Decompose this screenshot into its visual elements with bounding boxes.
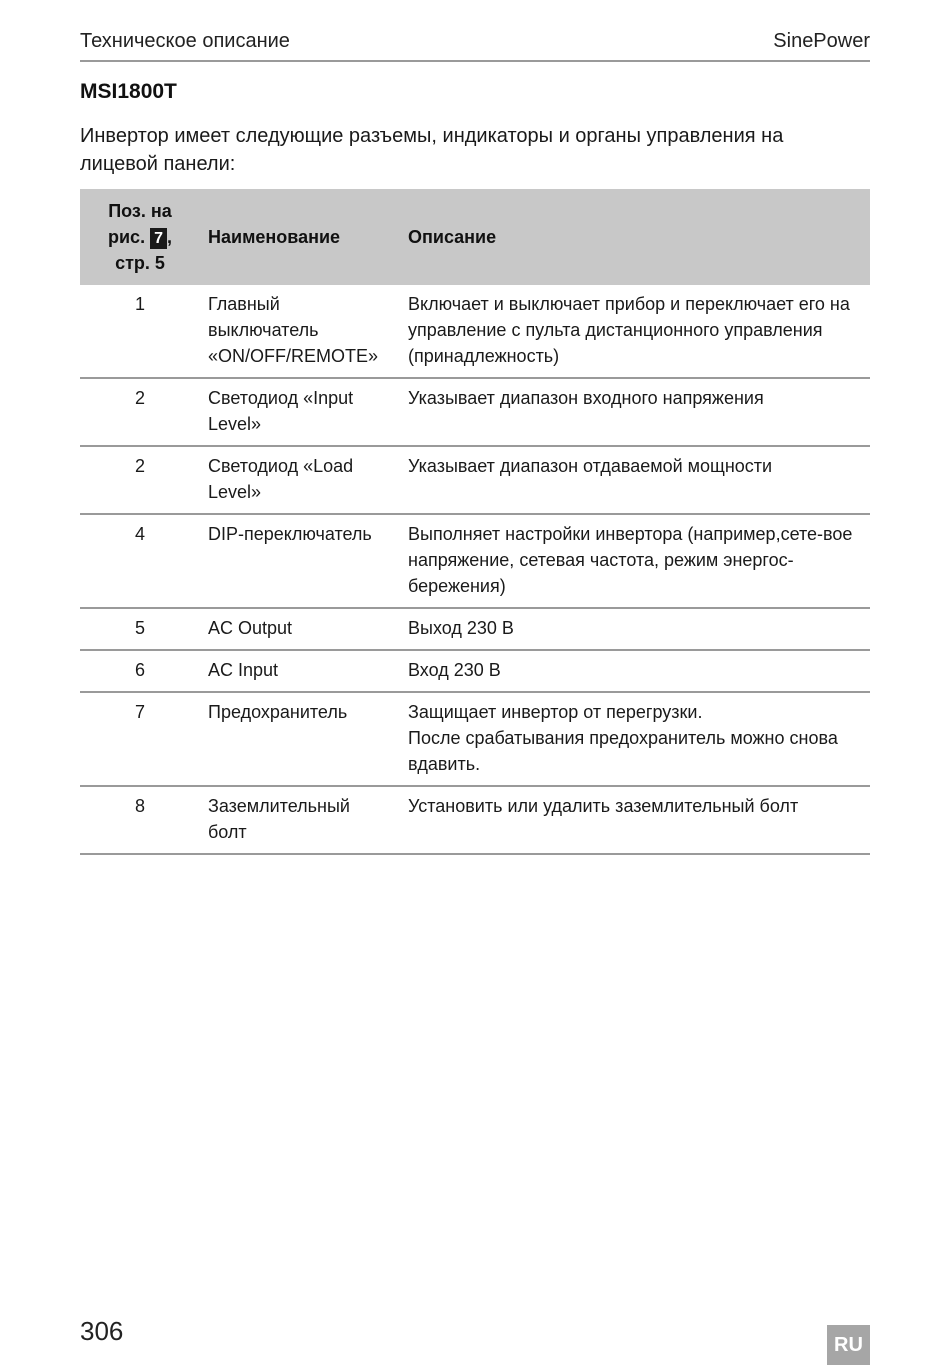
header-position-line1: Поз. на [108, 201, 172, 221]
row-position: 2 [80, 378, 200, 446]
row-description: Указывает диапазон входного напряжения [400, 378, 870, 446]
table-row [80, 378, 870, 446]
table-row [80, 608, 870, 650]
row-description-line1: Защищает инвертор от перегрузки. [408, 702, 703, 722]
row-description-line2: После срабатывания предохранитель можно снова вдавить. [408, 728, 838, 774]
row-name: Светодиод «Load Level» [200, 446, 400, 514]
header-position-line3: стр. 5 [115, 253, 165, 273]
table-row [80, 692, 870, 786]
table-row [80, 285, 870, 378]
row-name: AC Input [200, 650, 400, 692]
language-badge: RU [827, 1325, 870, 1365]
header-name: Наименование [200, 189, 400, 285]
row-position: 4 [80, 514, 200, 608]
figure-reference-badge: 7 [150, 228, 167, 249]
row-position: 7 [80, 692, 200, 786]
controls-table [80, 189, 870, 855]
row-name: Заземлительный болт [200, 786, 400, 854]
row-description: Выполняет настройки инвертора (например,сете-вое напряжение, сетевая частота, режим энергос-бережения) [400, 514, 870, 608]
running-header [80, 30, 870, 62]
row-name: Предохранитель [200, 692, 400, 786]
row-name: DIP-переключатель [200, 514, 400, 608]
row-description: Указывает диапазон отдаваемой мощности [400, 446, 870, 514]
header-description: Описание [400, 189, 870, 285]
row-position: 1 [80, 285, 200, 378]
table-row [80, 650, 870, 692]
header-product-name: SinePower [773, 30, 870, 52]
row-description: Выход 230 В [400, 608, 870, 650]
row-description: Вход 230 В [400, 650, 870, 692]
row-position: 6 [80, 650, 200, 692]
row-description: Установить или удалить заземлительный болт [400, 786, 870, 854]
row-position: 8 [80, 786, 200, 854]
table-row [80, 786, 870, 854]
table-header-row [80, 189, 870, 285]
row-name: Светодиод «Input Level» [200, 378, 400, 446]
header-position-fig-suffix: , [166, 227, 172, 247]
page-number: 306 [80, 1316, 124, 1346]
header-position [80, 189, 200, 285]
row-name: AC Output [200, 608, 400, 650]
row-name: Главный выключатель «ON/OFF/REMOTE» [200, 285, 400, 378]
row-position: 2 [80, 446, 200, 514]
header-document-type: Техническое описание [80, 30, 290, 52]
table-row [80, 514, 870, 608]
row-position: 5 [80, 608, 200, 650]
row-description [400, 692, 870, 786]
header-position-fig-prefix: рис. [108, 227, 151, 247]
section-title: MSI1800T [80, 80, 177, 103]
row-description: Включает и выключает прибор и переключает его на управление с пульта дистанционного управления (принадлежность) [400, 285, 870, 378]
table-row [80, 446, 870, 514]
intro-paragraph: Инвертор имеет следующие разъемы, индикаторы и органы управления на лицевой панели: [80, 125, 784, 175]
